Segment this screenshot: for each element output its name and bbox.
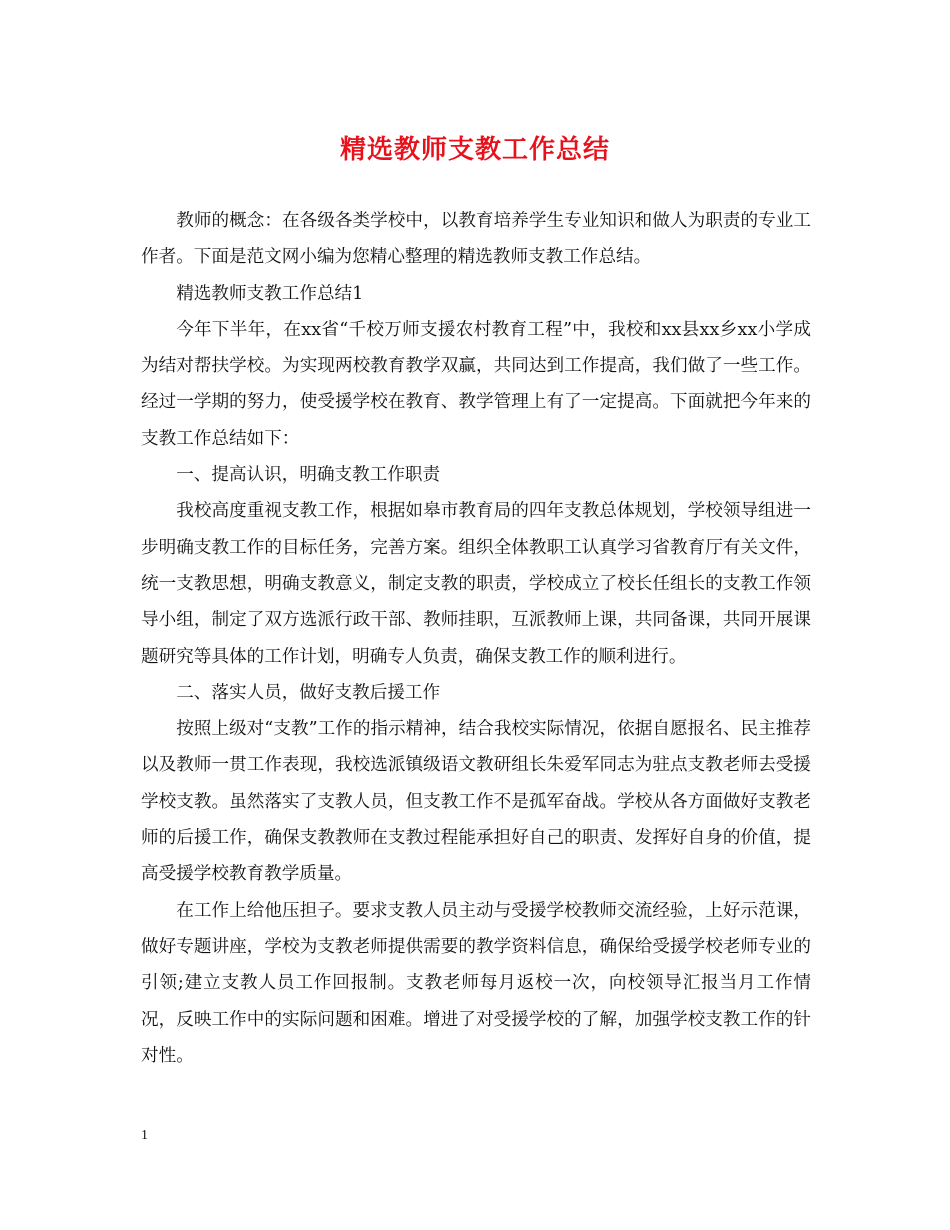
subsection-heading: 二、落实人员，做好支教后援工作 (176, 682, 441, 703)
body-paragraph: 今年下半年，在xx省“千校万师支援农村教育工程”中，我校和xx县xx乡xx小学成为结对帮扶学校。为实现两校教育教学双赢，共同达到工作提高，我们做了一些工作。经过一学期的努力，使受援学校在教育、教学管理上有了一定提高。下面就把今年来的支教工作总结如下： (141, 319, 811, 449)
document-title: 精选教师支教工作总结 (339, 135, 610, 165)
intro-paragraph: 教师的概念：在各级各类学校中，以教育培养学生专业知识和做人为职责的专业工作者。下面是范文网小编为您精心整理的精选教师支教工作总结。 (141, 211, 811, 268)
body-paragraph: 我校高度重视支教工作，根据如皋市教育局的四年支教总体规划，学校领导组进一步明确支教工作的目标任务，完善方案。组织全体教职工认真学习省教育厅有关文件，统一支教思想，明确支教意义，制定支教的职责，学校成立了校长任组长的支教工作领导小组，制定了双方选派行政干部、教师挂职，互派教师上课，共同备课，共同开展课题研究等具体的工作计划，明确专人负责，确保支教工作的顺利进行。 (141, 501, 811, 667)
body-paragraph: 在工作上给他压担子。要求支教人员主动与受援学校教师交流经验，上好示范课，做好专题讲座，学校为支教老师提供需要的教学资料信息，确保给受援学校老师专业的引领;建立支教人员工作回报制。支教老师每月返校一次，向校领导汇报当月工作情况，反映工作中的实际问题和困难。增进了对受援学校的了解，加强学校支教工作的针对性。 (141, 900, 811, 1066)
subsection-heading: 一、提高认识，明确支教工作职责 (176, 465, 441, 486)
document-body (141, 203, 811, 1074)
body-paragraph: 按照上级对“支教”工作的指示精神，结合我校实际情况，依据自愿报名、民主推荐以及教师一贯工作表现，我校选派镇级语文教研组长朱爱军同志为驻点支教老师去受援学校支教。虽然落实了支教人员，但支教工作不是孤军奋战。学校从各方面做好支教老师的后援工作，确保支教教师在支教过程能承担好自己的职责、发挥好自身的价值，提高受援学校教育教学质量。 (141, 719, 811, 885)
page-number: 1 (141, 1128, 148, 1143)
section-heading: 精选教师支教工作总结1 (176, 283, 364, 304)
